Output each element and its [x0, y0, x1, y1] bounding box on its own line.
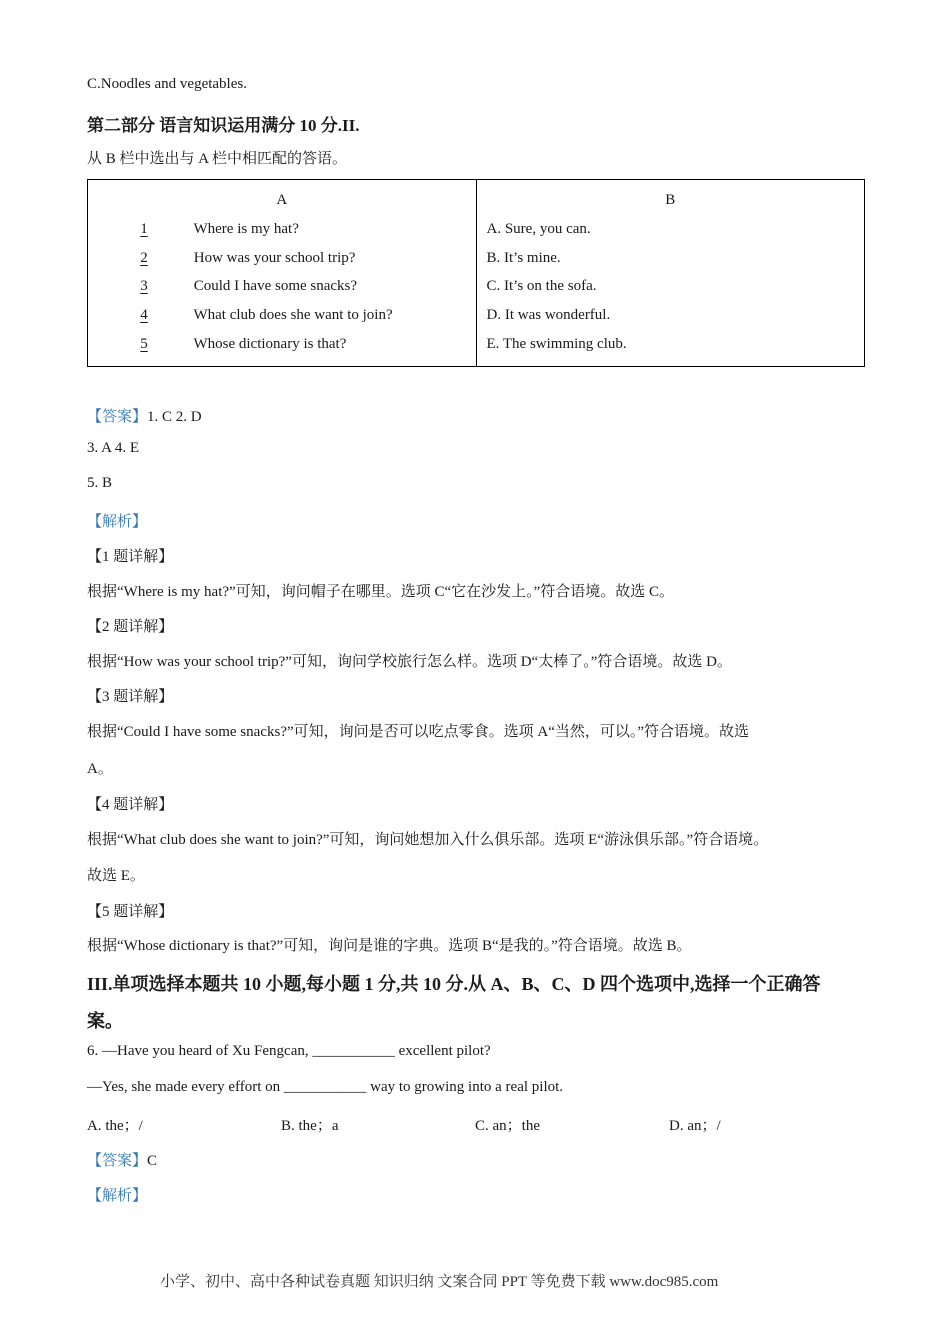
detail-3-text-cont: A。 [87, 761, 113, 777]
section2-title: 第二部分 语言知识运用满分 10 分.II. [87, 116, 360, 135]
detail-1-tag: 【1 题详解】 [87, 549, 174, 565]
section3-title: III.单项选择本题共 10 小题,每小题 1 分,共 10 分.从 A、B、C、D 四个选项中,选择一个正确答 [87, 974, 821, 994]
answer-line-3: 5. B [87, 475, 113, 491]
option-text: A. Sure, you can. [486, 220, 591, 237]
detail-4-tag: 【4 题详解】 [87, 797, 174, 813]
question-text: Where is my hat? [193, 220, 299, 237]
option-b: B. the；a [281, 1118, 339, 1134]
option-text: D. It was wonderful. [486, 307, 611, 324]
question-row [98, 272, 466, 301]
question-row [98, 244, 466, 273]
question-row [98, 301, 466, 330]
section3-title-cont: 案。 [87, 1011, 123, 1031]
detail-3-text: 根据“Could I have some snacks?”可知，询问是否可以吃点零食。选项 A“当然，可以。”符合语境。故选 [87, 724, 750, 740]
question-row [98, 330, 466, 359]
detail-4-text: 根据“What club does she want to join?”可知，询问她想加入什么俱乐部。选项 E“游泳俱乐部。”符合语境。 [87, 832, 769, 848]
detail-5-text: 根据“Whose dictionary is that?”可知，询问是谁的字典。选项 B“是我的。”符合语境。故选 B。 [87, 938, 692, 954]
question-6-line-1: 6. —Have you heard of Xu Fengcan, ___________ excellent pilot? [87, 1043, 491, 1059]
option-text: C. It’s on the sofa. [486, 278, 597, 295]
answer-blank: 4 [140, 307, 148, 324]
detail-4-text-cont: 故选 E。 [87, 868, 145, 884]
option-text: B. It’s mine. [486, 249, 561, 266]
detail-2-tag: 【2 题详解】 [87, 619, 174, 635]
option-text: E. The swimming club. [486, 335, 627, 352]
detail-5-tag: 【5 题详解】 [87, 904, 174, 920]
detail-3-tag: 【3 题详解】 [87, 689, 174, 705]
answer-tag: 【答案】 [87, 409, 148, 425]
detail-1-text: 根据“Where is my hat?”可知，询问帽子在哪里。选项 C“它在沙发上。”符合语境。故选 C。 [87, 584, 675, 600]
column-a [88, 180, 477, 367]
option-c: C. an；the [475, 1118, 540, 1134]
detail-2-text: 根据“How was your school trip?”可知，询问学校旅行怎么样。选项 D“太棒了。”符合语境。故选 D。 [87, 654, 732, 670]
answer-line [87, 405, 202, 426]
answer-tag: 【答案】 [87, 1153, 148, 1169]
question-6-line-2: —Yes, she made every effort on ___________ way to growing into a real pilot. [87, 1079, 564, 1095]
page-footer: 小学、初中、高中各种试卷真题 知识归纳 文案合同 PPT 等免费下载 www.doc985.com [160, 1274, 719, 1290]
answer-values: 1. C 2. D [147, 409, 202, 425]
matching-table [87, 179, 865, 367]
analysis-tag: 【解析】 [87, 514, 148, 530]
column-b-header: B [665, 192, 676, 208]
answer-blank: 5 [140, 335, 148, 352]
answer-blank: 3 [140, 278, 148, 295]
section2-instruction: 从 B 栏中选出与 A 栏中相匹配的答语。 [87, 151, 348, 167]
option-a: A. the；/ [87, 1118, 143, 1134]
answer-value: C [147, 1153, 158, 1169]
question-text: What club does she want to join? [193, 307, 393, 324]
analysis-tag-6: 【解析】 [87, 1188, 148, 1204]
answer-6-line [87, 1149, 157, 1170]
question-text: How was your school trip? [193, 249, 356, 266]
question-text: Whose dictionary is that? [193, 335, 347, 352]
column-b [476, 180, 865, 367]
answer-blank: 2 [140, 249, 148, 266]
question-text: Could I have some snacks? [193, 278, 358, 295]
option-d: D. an；/ [669, 1118, 721, 1134]
answer-line-2: 3. A 4. E [87, 440, 140, 456]
question-row [98, 215, 466, 244]
column-a-header: A [276, 192, 288, 208]
previous-option-line: C.Noodles and vegetables. [87, 76, 247, 92]
answer-blank: 1 [140, 220, 148, 237]
